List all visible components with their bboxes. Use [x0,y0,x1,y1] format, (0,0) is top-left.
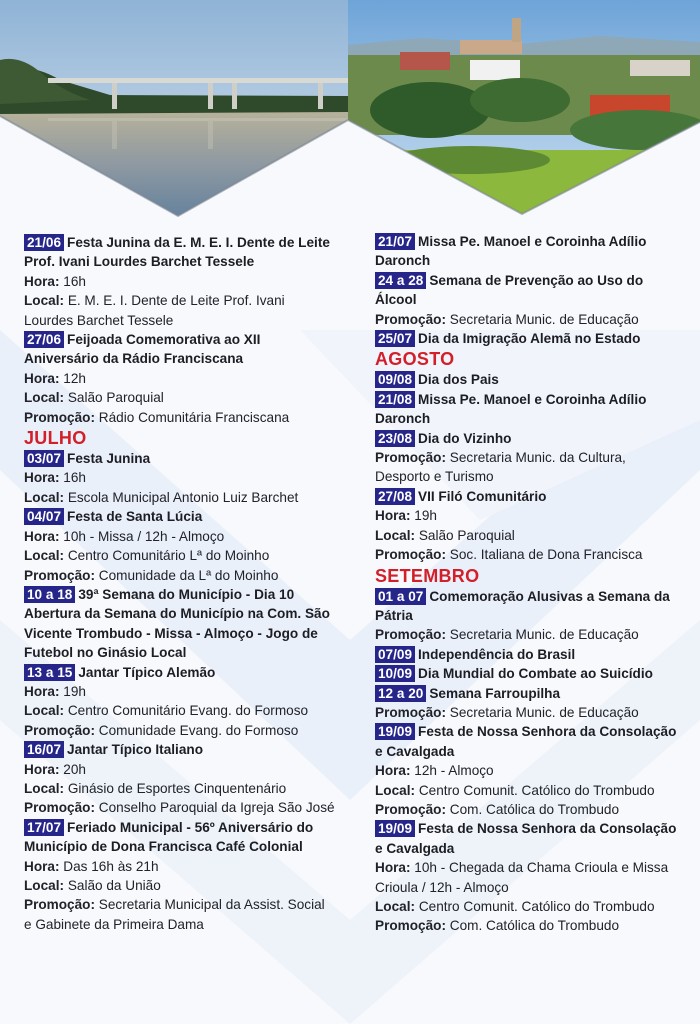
event-title: Dia do Vizinho [418,430,512,446]
event-detail [375,781,680,800]
event-detail-value: Secretaria Municipal da Assist. Social e Gabinete da Primeira Dama [24,897,325,932]
event-detail-value: Soc. Italiana de Dona Francisca [449,547,643,563]
event-detail [24,895,336,934]
event-detail [24,388,336,407]
event-detail-value: Secretaria Munic. da Cultura, Desporto e Turismo [375,450,626,485]
event-title: Festa de Nossa Senhora da Consolação e Cavalgada [375,724,677,759]
event-detail-value: Secretaria Munic. de Educação [449,704,639,720]
event-title: Jantar Típico Italiano [67,742,203,758]
event-date-badge: 23/08 [375,430,415,447]
event-detail [375,916,680,935]
event-detail-value: Comunidade da Lª do Moinho [98,567,279,583]
event-title: Semana de Prevenção ao Uso do Álcool [375,272,644,308]
event-detail-label: Local: [375,527,416,543]
event-detail [24,566,336,585]
month-heading: SETEMBRO [375,565,480,586]
event-date-badge: 07/09 [375,646,415,663]
event-entry [375,722,680,819]
event-detail-value: Secretaria Munic. de Educação [449,627,639,643]
event-title: Missa Pe. Manoel e Coroinha Adílio Daronch [375,234,647,269]
event-detail [375,506,680,525]
event-date-badge: 27/06 [24,331,64,348]
event-detail-value: 12h - Almoço [414,763,494,779]
event-date-badge: 04/07 [24,508,64,525]
event-detail [24,408,336,427]
town-photo [348,0,700,225]
event-detail-label: Promoção: [24,409,96,425]
event-detail [24,291,336,330]
event-title: Festa de Nossa Senhora da Consolação e Cavalgada [375,821,677,856]
event-detail-label: Promoção: [375,627,447,643]
event-detail-value: 16h [63,273,86,289]
event-detail [375,310,680,329]
event-title: Jantar Típico Alemão [78,664,216,680]
event-detail-label: Hora: [24,858,60,874]
event-detail [375,526,680,545]
event-entry [375,329,680,348]
event-entry [375,587,680,645]
event-detail [24,701,336,720]
event-detail-value: 10h - Chegada da Chama Crioula e Missa Crioula / 12h - Almoço [375,860,669,895]
event-date-badge: 21/08 [375,391,415,408]
river-bridge-photo [0,0,348,225]
event-title: Festa Junina [67,451,151,467]
event-detail-label: Hora: [24,470,60,486]
event-detail-label: Hora: [24,528,60,544]
event-detail [375,858,680,897]
event-detail [24,857,336,876]
event-detail-label: Local: [24,548,65,564]
event-detail-value: Centro Comunitário Evang. do Formoso [67,703,309,719]
event-detail [24,876,336,895]
event-date-badge: 09/08 [375,371,415,388]
event-detail-value: Salão Paroquial [418,527,515,543]
event-title: Missa Pe. Manoel e Coroinha Adílio Daronch [375,391,647,427]
event-detail-label: Promoção: [24,897,96,913]
event-detail [375,703,680,722]
event-detail-value: 20h [63,761,86,777]
event-date-badge: 10/09 [375,665,415,682]
event-entry [24,233,336,330]
event-detail-label: Hora: [375,508,411,524]
event-detail-value: Com. Católica do Trombudo [449,918,620,934]
event-detail-label: Local: [24,293,65,309]
event-detail-value: Comunidade Evang. do Formoso [98,722,299,738]
event-entry [24,740,336,818]
event-detail-value: 10h - Missa / 12h - Almoço [63,528,225,544]
event-detail-value: Centro Comunit. Católico do Trombudo [418,899,655,914]
event-entry [375,232,680,271]
event-detail-label: Promoção: [375,801,447,817]
event-detail-label: Local: [24,489,65,505]
schedule-left-column [24,233,336,934]
event-detail [24,369,336,388]
event-entry [375,664,680,683]
month-heading: AGOSTO [375,349,455,370]
event-date-badge: 27/08 [375,488,415,505]
event-detail-value: 19h [414,508,437,524]
event-entry [24,507,336,585]
event-detail-label: Hora: [375,860,411,876]
event-detail [24,721,336,740]
event-title: Semana Farroupilha [429,685,561,701]
event-detail-value: Das 16h às 21h [63,858,159,874]
event-entry [375,390,680,429]
event-date-badge: 03/07 [24,450,64,467]
event-detail [24,760,336,779]
event-detail [375,545,680,564]
event-title: Independência do Brasil [418,646,576,662]
event-detail-label: Local: [24,703,65,719]
event-detail-label: Local: [24,780,65,796]
event-title: Feriado Municipal - 56º Aniversário do Município de Dona Francisca Café Colonial [24,819,314,855]
event-detail [24,468,336,487]
event-date-badge: 21/07 [375,233,415,250]
event-detail-value: 12h [63,370,86,386]
event-detail [375,625,680,644]
event-entry [375,370,680,389]
event-detail-label: Local: [24,390,65,406]
schedule-right-column [375,232,680,936]
event-title: Festa Junina da E. M. E. I. Dente de Leite Prof. Ivani Lourdes Barchet Tessele [24,235,330,270]
event-title: Festa de Santa Lúcia [67,509,203,525]
event-date-badge: 21/06 [24,234,64,251]
event-title: Dia dos Pais [418,372,499,388]
event-date-badge: 17/07 [24,819,64,836]
event-detail-value: E. M. E. I. Dente de Leite Prof. Ivani Lourdes Barchet Tessele [24,293,285,328]
event-detail-label: Hora: [24,683,60,699]
event-detail-value: Escola Municipal Antonio Luiz Barchet [67,489,299,505]
event-detail-label: Promoção: [375,918,447,934]
event-detail-value: Secretaria Munic. de Educação [449,311,639,327]
event-detail-value: Centro Comunitário Lª do Moinho [67,548,270,564]
event-entry [24,663,336,741]
event-detail-label: Promoção: [375,704,447,720]
event-date-badge: 19/09 [375,820,415,837]
event-entry [24,330,336,427]
event-entry [375,271,680,329]
event-detail-label: Hora: [24,761,60,777]
event-detail-label: Promoção: [24,800,96,816]
event-detail-label: Promoção: [375,547,447,563]
event-detail-value: Salão Paroquial [67,390,164,406]
event-detail-value: Rádio Comunitária Franciscana [98,409,290,425]
event-entry [375,487,680,565]
event-title: Dia da Imigração Alemã no Estado [418,331,641,347]
event-detail-value: 16h [63,470,86,486]
event-entry [24,585,336,663]
month-heading: JULHO [24,428,87,449]
event-title: Feijoada Comemorativa ao XII Aniversário da Rádio Franciscana [24,332,261,367]
event-detail-label: Hora: [24,370,60,386]
event-detail [375,800,680,819]
event-detail [375,897,680,916]
event-detail-label: Promoção: [24,722,96,738]
event-detail-label: Local: [24,878,65,893]
event-detail [24,546,336,565]
event-detail-value: Conselho Paroquial da Igreja São José [98,800,335,816]
event-detail [375,761,680,780]
event-detail-value: Centro Comunit. Católico do Trombudo [418,782,655,798]
event-detail-label: Local: [375,899,416,914]
event-entry [24,449,336,507]
event-title: Comemoração Alusivas a Semana da Pátria [375,588,670,623]
event-detail-label: Promoção: [375,311,447,327]
event-detail-label: Promoção: [24,567,96,583]
event-entry [375,429,680,487]
header-photos [0,0,700,225]
event-entry [375,684,680,723]
event-detail [24,272,336,291]
event-detail-label: Hora: [24,273,60,289]
event-date-badge: 13 a 15 [24,664,75,681]
event-entry [375,819,680,935]
event-detail-label: Local: [375,782,416,798]
event-detail-value: Salão da União [67,878,161,893]
event-detail-value: 19h [63,683,86,699]
event-date-badge: 12 a 20 [375,685,426,702]
event-detail-label: Hora: [375,763,411,779]
event-detail [24,527,336,546]
event-entry [24,818,336,934]
event-date-badge: 01 a 07 [375,588,426,605]
event-detail-value: Ginásio de Esportes Cinquentenário [67,780,287,796]
event-detail [24,798,336,817]
event-detail [24,682,336,701]
event-detail-label: Promoção: [375,450,447,466]
event-date-badge: 19/09 [375,723,415,740]
event-date-badge: 10 a 18 [24,586,75,603]
event-detail [24,779,336,798]
event-date-badge: 24 a 28 [375,272,426,289]
event-detail [375,448,680,487]
event-detail [24,488,336,507]
event-title: Dia Mundial do Combate ao Suicídio [418,666,653,682]
event-date-badge: 16/07 [24,741,64,758]
event-detail-value: Com. Católica do Trombudo [449,801,620,817]
event-title: 39ª Semana do Município - Dia 10 Abertura da Semana do Município na Com. São Vicente Trombudo - Missa - Almoço - Jogo de Futebol no Ginásio Local [24,586,330,661]
event-title: VII Filó Comunitário [418,488,547,504]
event-date-badge: 25/07 [375,330,415,347]
event-entry [375,645,680,664]
